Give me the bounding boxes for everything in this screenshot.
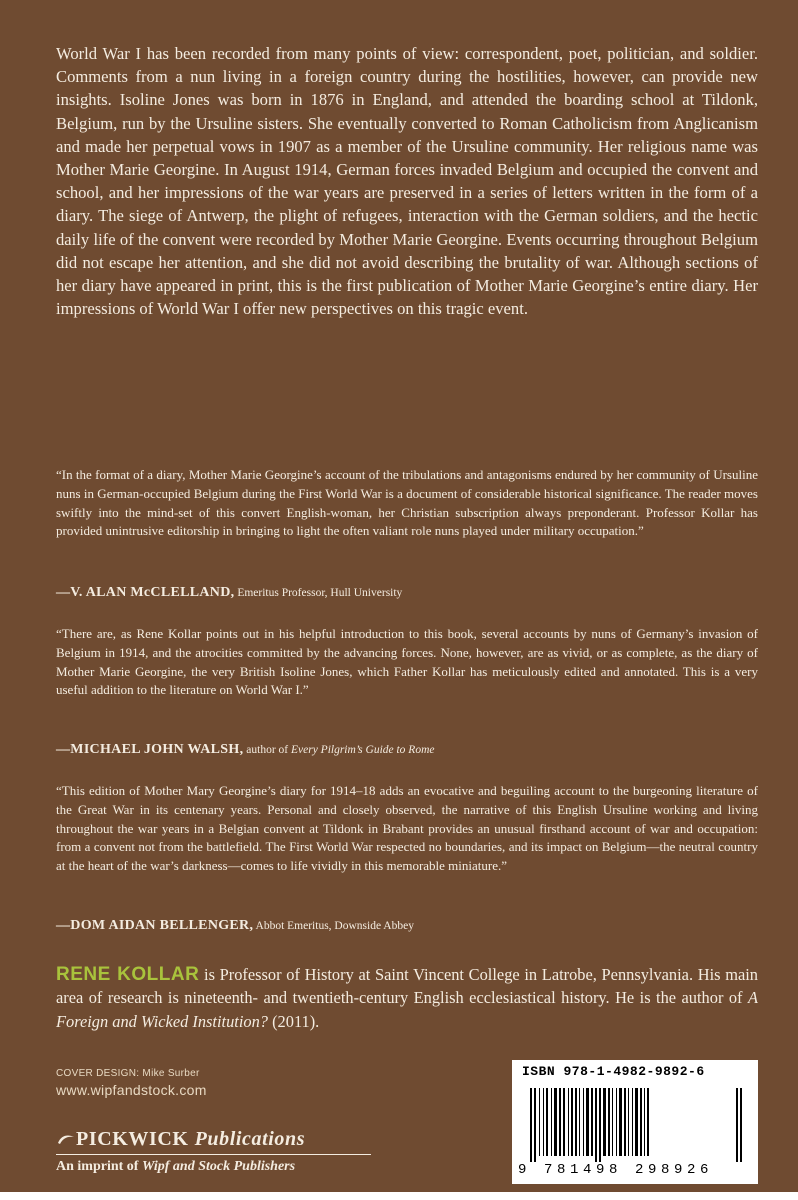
- barcode-bar: [599, 1088, 601, 1162]
- barcode-bar: [546, 1088, 548, 1156]
- barcode-bar: [591, 1088, 593, 1156]
- barcode-bar: [736, 1088, 738, 1162]
- barcode-bar: [571, 1088, 573, 1156]
- book-description: World War I has been recorded from many points of view: correspondent, poet, politician, and soldier. Comments from a nun living in a foreign country during the hostilities, however, can provide new insights. Isoline Jones was born in 1876 in England, and attended the boarding school at Tildonk, Belgium, run by the Ursuline sisters. She eventually converted to Roman Catholicism from Anglicanism and made her perpetual vows in 1907 as a member of the Ursuline community. Her religious name was Mother Marie Georgine. In August 1914, German forces invaded Belgium and occupied the convent and school, and her impressions of the war years are preserved in a series of letters written in the form of a diary. The siege of Antwerp, the plight of refugees, interaction with the German soldiers, and the hectic daily life of the convent were recorded by Mother Marie Georgine. Events occurring throughout Belgium did not escape her attention, and she did not avoid describing the brutality of war. Although sections of her diary have appeared in print, this is the first publication of Mother Marie Georgine’s entire diary. Her impressions of World War I offer new perspectives on this tragic event.: [56, 44, 758, 319]
- publisher-url[interactable]: www.wipfandstock.com: [56, 1082, 207, 1098]
- barcode-digits: 9 781498 298926: [518, 1162, 714, 1178]
- imprint-line: [56, 1159, 371, 1175]
- barcode-bar: [612, 1088, 613, 1156]
- barcode-bar: [583, 1088, 584, 1156]
- publisher-wordmark: [56, 1128, 371, 1151]
- barcode-bar: [740, 1088, 742, 1162]
- barcode-bar: [579, 1088, 580, 1156]
- review-quote-1: “In the format of a diary, Mother Marie Georgine’s account of the tribulations and antagonisms endured by her community of Ursuline nuns in German-occupied Belgium during the First World War is a document of considerable historical significance. The reader moves swiftly into the mind-set of this convert English-woman, her Christian subscription always preponderant. Professor Kollar has provided unintrusive editorship in bringing to light the often valiant role nuns played under military occupation.”: [56, 467, 758, 539]
- pickwick-swash-icon: [56, 1133, 76, 1147]
- barcode-bar: [543, 1088, 544, 1156]
- cover-design-credit: COVER DESIGN: Mike Surber: [56, 1068, 200, 1079]
- reviewer-book-2: Every Pilgrim’s Guide to Rome: [290, 744, 435, 756]
- barcode-bar: [608, 1088, 610, 1156]
- bio-book-title: A Foreign and Wicked Institution?: [56, 988, 758, 1031]
- bio-year: (2011).: [272, 1011, 320, 1031]
- barcode-bar: [586, 1088, 589, 1156]
- barcode-bar: [632, 1088, 633, 1156]
- reviewer-name-3: —DOM AIDAN BELLENGER,: [56, 918, 254, 933]
- reviewer-title-prefix-2: author of: [246, 744, 289, 756]
- barcode-bar: [616, 1088, 617, 1156]
- barcode-bar: [644, 1088, 645, 1156]
- barcode-bar: [530, 1088, 532, 1162]
- review-attribution-3: [56, 918, 758, 934]
- barcode-bar: [575, 1088, 577, 1156]
- isbn-barcode: [512, 1060, 758, 1184]
- barcode-bar: [647, 1088, 649, 1156]
- reviewer-name-1: —V. ALAN McCLELLAND,: [56, 585, 235, 600]
- reviewer-name-2: —MICHAEL JOHN WALSH,: [56, 742, 244, 757]
- bio-text: is Professor of History at Saint Vincent College in Latrobe, Pennsylvania. His main area of research is nineteenth- and twentieth-century English ecclesiastical history. He is the author of: [56, 965, 758, 1008]
- credits: [56, 1068, 207, 1098]
- barcode-bar: [640, 1088, 642, 1156]
- review-quote-3: “This edition of Mother Mary Georgine’s diary for 1914–18 adds an evocative and beguiling account to the burgeoning literature of the Great War in its centenary years. Personal and closely observed, the narrative of this English Ursuline working and living throughout the war years in a Belgian convent at Tildonk in Brabant provides an unusual firsthand account of war and occupation: from a convent not from the battlefield. The First World War respected no boundaries, and its impact on Belgium—the neutral country at the heart of the war’s darkness—comes to life vividly in this memorable miniature.”: [56, 783, 758, 874]
- barcode-bar: [603, 1088, 606, 1156]
- review-quote-2: “There are, as Rene Kollar points out in his helpful introduction to this book, several accounts by nuns of Germany’s invasion of Belgium in 1914, and the atrocities committed by the advancing forces. None, however, are as vivid, or as complete, as the diary of Mother Marie Georgine, the very British Isoline Jones, which Father Kollar has meticulously edited and annotated. This is a very useful addition to the literature on World War I.”: [56, 626, 758, 698]
- reviewer-title-1: Emeritus Professor, Hull University: [237, 587, 403, 599]
- bottom-edge: [0, 1192, 798, 1200]
- imprint-name: Wipf and Stock Publishers: [141, 1159, 296, 1174]
- imprint-prefix: An imprint of: [56, 1159, 139, 1174]
- barcode-bar: [559, 1088, 561, 1156]
- review-attribution-1: [56, 585, 758, 601]
- barcode-bar: [539, 1088, 540, 1156]
- barcode-bar: [635, 1088, 638, 1156]
- publisher-name: PICKWICK: [76, 1128, 189, 1150]
- barcode-bar: [624, 1088, 626, 1156]
- isbn-label: ISBN 978-1-4982-9892-6: [522, 1064, 705, 1079]
- barcode-bars: [530, 1088, 742, 1162]
- author-bio: [56, 963, 758, 1033]
- barcode-bar: [563, 1088, 565, 1156]
- barcode-bar: [619, 1088, 622, 1156]
- reviewer-title-3: Abbot Emeritus, Downside Abbey: [255, 920, 414, 932]
- barcode-bar: [568, 1088, 569, 1156]
- author-name: RENE KOLLAR: [56, 964, 200, 985]
- barcode-bar: [551, 1088, 552, 1156]
- publisher-word: Publications: [194, 1128, 306, 1150]
- review-attribution-2: [56, 742, 758, 758]
- publisher-logo: [56, 1128, 371, 1175]
- barcode-bar: [534, 1088, 536, 1162]
- barcode-bar: [554, 1088, 557, 1156]
- publisher-rule: [56, 1154, 371, 1155]
- barcode-bar: [628, 1088, 629, 1156]
- barcode-bar: [595, 1088, 597, 1162]
